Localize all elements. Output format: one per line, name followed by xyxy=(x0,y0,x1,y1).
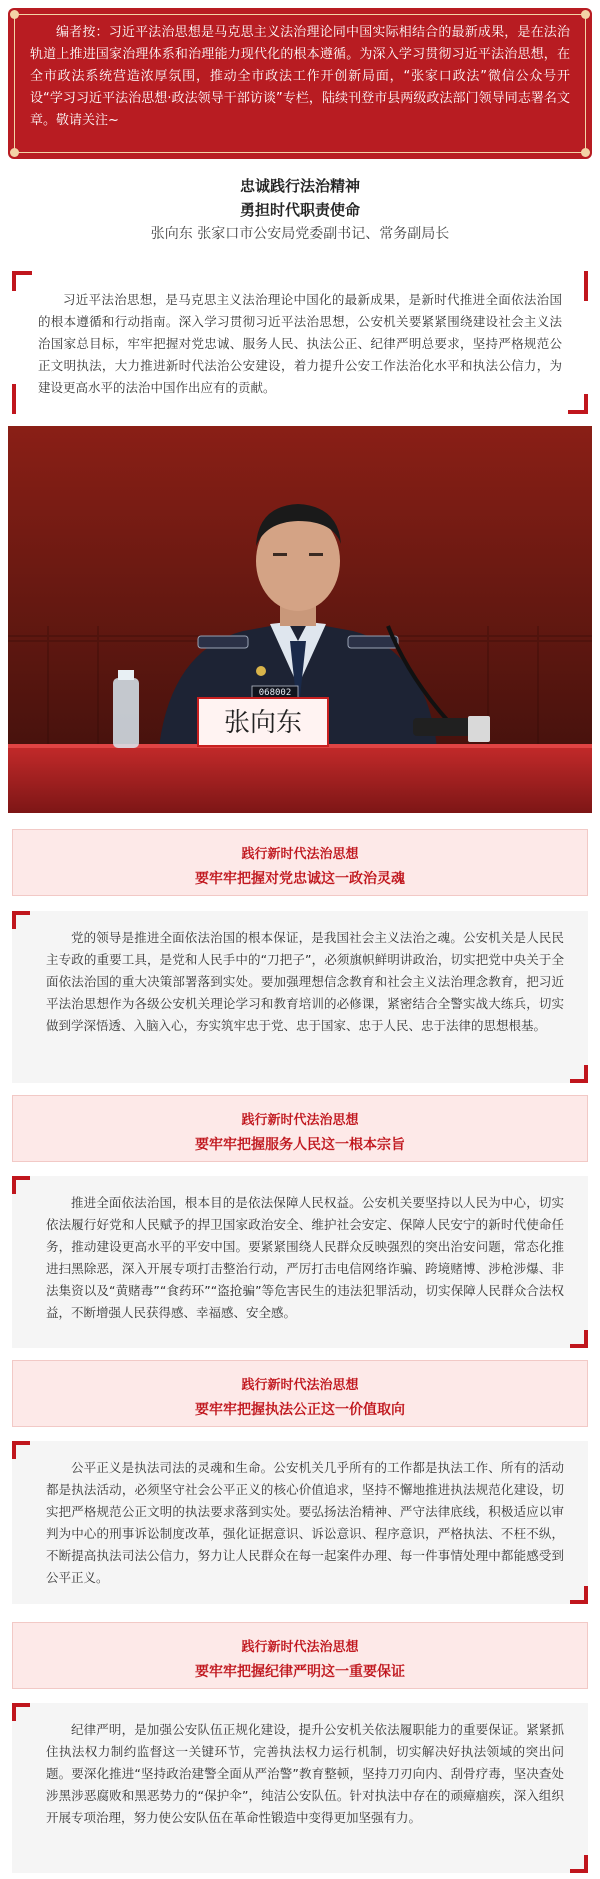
bracket-bottom-right-icon xyxy=(568,394,588,414)
section-body-box-2 xyxy=(12,1176,588,1348)
editor-note-text: 编者按：习近平法治思想是马克思主义法治理论同中国实际相结合的最新成果，是在法治轨道上推进国家治理体系和治理能力现代化的根本遵循。为深入学习贯彻习近平法治思想，在全市政法系统营造浓厚氛围，推动全市政法工作开创新局面，“张家口政法”微信公众号开设“学习习近平法治思想·政法领导干部访谈”专栏，陆续刊登市县两级政法部门领导同志署名文章。敬请关注~ xyxy=(30,25,570,128)
section-header-3 xyxy=(12,1360,588,1427)
bracket-top-left-icon xyxy=(12,1176,30,1194)
section-subtitle: 践行新时代法治思想 xyxy=(241,1378,359,1393)
section-title: 要牢牢把握纪律严明这一重要保证 xyxy=(195,1664,405,1680)
corner-ornament-icon xyxy=(10,10,19,19)
section-body-text: 党的领导是推进全面依法治国的根本保证，是我国社会主义法治之魂。公安机关是人民民主专政的重要工具，是党和人民手中的“刀把子”，必须旗帜鲜明讲政治，切实把党中央关于全面依法治国的重大决策部署落到实处。要加强理想信念教育和社会主义法治理念教育，把习近平法治思想作为各级公安机关理论学习和教育培训的必修课，紧密结合全警实战大练兵，切实做到学深悟透、入脑入心，夯实筑牢忠于党、忠于国家、忠于人民、忠于法律的思想根基。 xyxy=(46,930,564,1033)
author-photo xyxy=(8,426,592,813)
section-title: 要牢牢把握执法公正这一价值取向 xyxy=(195,1402,405,1418)
police-badge-number: 068002 xyxy=(258,688,292,698)
section-header-4 xyxy=(12,1622,588,1689)
bracket-top-left-icon xyxy=(12,271,32,291)
bracket-bottom-right-icon xyxy=(570,1855,588,1873)
section-title: 要牢牢把握服务人民这一根本宗旨 xyxy=(195,1137,405,1153)
intro-text: 习近平法治思想，是马克思主义法治理论中国化的最新成果，是新时代推进全面依法治国的根本遵循和行动指南。深入学习贯彻习近平法治思想，公安机关要紧紧围绕建设社会主义法治国家总目标，牢牢把握对党忠诚、服务人民、执法公正、纪律严明总要求，坚持严格规范公正文明执法，大力推进新时代法治公安建设，着力提升公安工作法治化水平和执法公信力，为建设更高水平的法治中国作出应有的贡献。 xyxy=(38,292,562,395)
bracket-right-bar xyxy=(584,271,588,301)
section-body-box-4 xyxy=(12,1703,588,1873)
intro-box xyxy=(12,271,588,414)
bracket-top-left-icon xyxy=(12,1441,30,1459)
section-body-text: 推进全面依法治国，根本目的是依法保障人民权益。公安机关要坚持以人民为中心，切实依法履行好党和人民赋予的捍卫国家政治安全、维护社会安定、保障人民安宁的新时代使命任务，推动建设更高水平的平安中国。要紧紧围绕人民群众反映强烈的突出治安问题，常态化推进扫黑除恶，深入开展专项打击整治行动，严厉打击电信网络诈骗、跨境赌博、涉枪涉爆、非法集资以及“黄赌毒”“食药环”“盗抢骗”等危害民生的违法犯罪活动，切实保障人民群众合法权益，不断增强人民获得感、幸福感、安全感。 xyxy=(46,1195,564,1320)
article-author: 张向东 张家口市公安局党委副书记、常务副局长 xyxy=(150,226,450,242)
section-header-2 xyxy=(12,1095,588,1162)
corner-ornament-icon xyxy=(10,148,19,157)
bracket-bottom-right-icon xyxy=(570,1330,588,1348)
section-body-box-1 xyxy=(12,911,588,1083)
section-subtitle: 践行新时代法治思想 xyxy=(241,1640,359,1655)
bracket-left-bar xyxy=(12,384,16,414)
section-body-text: 纪律严明，是加强公安队伍正规化建设，提升公安机关依法履职能力的重要保证。紧紧抓住执法权力制约监督这一关键环节，完善执法权力运行机制，切实解决好执法领域的突出问题。要深化推进“坚持政治建警全面从严治警”教育整顿，坚持刀刃向内、刮骨疗毒，坚决查处涉黑涉恶腐败和黑恶势力的“保护伞”，纯洁公安队伍。针对执法中存在的顽瘴痼疾，深入组织开展专项治理，努力使公安队伍在革命性锻造中变得更加坚强有力。 xyxy=(46,1722,564,1825)
article-title-line1: 忠诚践行法治精神 xyxy=(239,177,360,195)
corner-ornament-icon xyxy=(581,148,590,157)
article-title-line2: 勇担时代职责使命 xyxy=(239,201,360,219)
bracket-top-left-icon xyxy=(12,911,30,929)
section-title: 要牢牢把握对党忠诚这一政治灵魂 xyxy=(195,871,405,887)
bracket-bottom-right-icon xyxy=(570,1065,588,1083)
author-photo-illustration xyxy=(8,426,592,813)
section-body-text: 公平正义是执法司法的灵魂和生命。公安机关几乎所有的工作都是执法工作、所有的活动都是执法活动，必须坚守社会公平正义的核心价值追求，坚持不懈地推进执法规范化建设，切实把严格规范公正文明的执法要求落到实处。要弘扬法治精神、严守法律底线，积极适应以审判为中心的刑事诉讼制度改革，强化证据意识、诉讼意识、程序意识，严格执法、不枉不纵，不断提高执法司法公信力，努力让人民群众在每一起案件办理、每一件事情处理中都能感受到公平正义。 xyxy=(46,1460,564,1585)
section-subtitle: 践行新时代法治思想 xyxy=(241,1113,359,1128)
section-body-box-3 xyxy=(12,1441,588,1604)
bracket-top-left-icon xyxy=(12,1703,30,1721)
section-subtitle: 践行新时代法治思想 xyxy=(241,847,359,862)
bracket-bottom-right-icon xyxy=(570,1586,588,1604)
section-header-1 xyxy=(12,829,588,896)
corner-ornament-icon xyxy=(581,10,590,19)
nameplate-text: 张向东 xyxy=(223,708,303,738)
editor-note-box xyxy=(8,8,592,159)
